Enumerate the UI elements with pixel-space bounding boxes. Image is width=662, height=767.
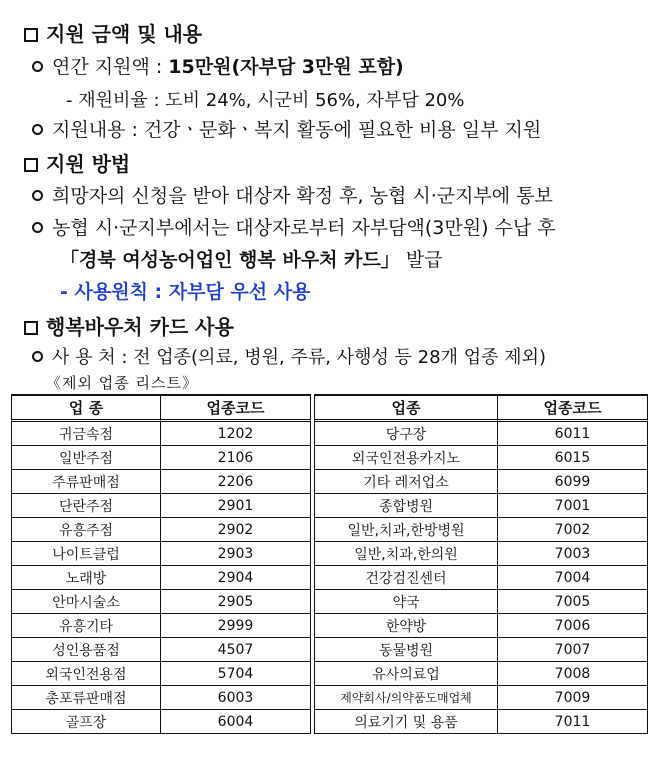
code-cell: 2206 — [161, 470, 311, 494]
code-cell: 2106 — [161, 446, 311, 470]
code-cell: 7005 — [498, 590, 648, 614]
code-cell: 6003 — [161, 686, 311, 710]
code-cell: 6099 — [498, 470, 648, 494]
circle-bullet-icon — [32, 124, 43, 135]
business-cell: 일반,치과,한방병원 — [315, 518, 498, 542]
checkbox-square-icon — [24, 28, 38, 42]
checkbox-square-icon — [24, 158, 38, 172]
circle-bullet-icon — [32, 351, 43, 362]
code-cell: 7008 — [498, 662, 648, 686]
section-heading-usage: 행복바우처 카드 사용 — [24, 311, 234, 340]
table-row — [11, 542, 648, 566]
code-cell: 7007 — [498, 638, 648, 662]
code-cell: 6015 — [498, 446, 648, 470]
business-cell: 당구장 — [315, 422, 498, 446]
business-cell: 총포류판매점 — [11, 686, 161, 710]
code-cell: 2904 — [161, 566, 311, 590]
business-cell: 의료기기 및 용품 — [315, 710, 498, 734]
annual-amount-line — [32, 52, 404, 79]
code-cell: 6011 — [498, 422, 648, 446]
code-cell: 7004 — [498, 566, 648, 590]
code-cell: 1202 — [161, 422, 311, 446]
business-cell: 성인용품점 — [11, 638, 161, 662]
business-cell: 유흥주점 — [11, 518, 161, 542]
business-cell: 일반주점 — [11, 446, 161, 470]
header-business: 업종 — [315, 394, 498, 422]
table-row — [11, 590, 648, 614]
table-row — [11, 518, 648, 542]
table-header-row — [11, 394, 648, 422]
method-item-2-continued: 「경북 여성농어업인 행복 바우처 카드」 발급 — [60, 249, 443, 271]
annual-label: 연간 지원액 : — [52, 56, 169, 78]
business-cell: 기타 레저업소 — [315, 470, 498, 494]
table-row — [11, 566, 648, 590]
method-item-2: 농협 시·군지부에서는 대상자로부터 자부담액(3만원) 수납 후 — [32, 213, 556, 240]
business-cell: 외국인전용점 — [11, 662, 161, 686]
funding-ratio-line: - 재원비율 : 도비 24%, 시군비 56%, 자부담 20% — [66, 90, 465, 111]
code-cell: 2901 — [161, 494, 311, 518]
code-cell: 7003 — [498, 542, 648, 566]
business-cell: 골프장 — [11, 710, 161, 734]
method-item-1: 희망자의 신청을 받아 대상자 확정 후, 농협 시·군지부에 통보 — [32, 181, 553, 208]
code-cell: 7002 — [498, 518, 648, 542]
annual-value: 15만원(자부담 3만원 포함) — [168, 56, 404, 78]
business-cell: 약국 — [315, 590, 498, 614]
header-code: 업종코드 — [161, 394, 311, 422]
business-cell: 동물병원 — [315, 638, 498, 662]
table-row — [11, 638, 648, 662]
excluded-business-table — [11, 394, 648, 734]
code-cell: 6004 — [161, 710, 311, 734]
business-cell: 단란주점 — [11, 494, 161, 518]
support-content-line: 지원내용 : 건강ㆍ문화ㆍ복지 활동에 필요한 비용 일부 지원 — [32, 115, 541, 142]
table-row — [11, 686, 648, 710]
business-cell: 귀금속점 — [11, 422, 161, 446]
circle-bullet-icon — [32, 61, 43, 72]
circle-bullet-icon — [32, 190, 43, 201]
business-cell: 주류판매점 — [11, 470, 161, 494]
header-code: 업종코드 — [498, 394, 648, 422]
section-heading-amount: 지원 금액 및 내용 — [24, 18, 202, 47]
business-cell: 유사의료업 — [315, 662, 498, 686]
circle-bullet-icon — [32, 222, 43, 233]
business-cell: 제약회사/의약품도매업체 — [315, 686, 498, 710]
section-heading-method: 지원 방법 — [24, 148, 130, 177]
table-row — [11, 446, 648, 470]
table-row — [11, 710, 648, 734]
business-cell: 종합병원 — [315, 494, 498, 518]
code-cell: 7001 — [498, 494, 648, 518]
usage-place-line: 사 용 처 : 전 업종(의료, 병원, 주류, 사행성 등 28개 업종 제외) — [32, 343, 546, 369]
business-cell: 건강검진센터 — [315, 566, 498, 590]
code-cell: 5704 — [161, 662, 311, 686]
card-name: 「경북 여성농어업인 행복 바우처 카드」 — [60, 249, 400, 271]
code-cell: 2999 — [161, 614, 311, 638]
usage-principle: - 사용원칙 : 자부담 우선 사용 — [60, 281, 311, 303]
business-cell: 일반,치과,한의원 — [315, 542, 498, 566]
code-cell: 4507 — [161, 638, 311, 662]
table-row — [11, 494, 648, 518]
code-cell: 2902 — [161, 518, 311, 542]
code-cell: 2903 — [161, 542, 311, 566]
business-cell: 유흥기타 — [11, 614, 161, 638]
code-cell: 2905 — [161, 590, 311, 614]
table-row — [11, 662, 648, 686]
table-row — [11, 614, 648, 638]
table-row — [11, 470, 648, 494]
code-cell: 7006 — [498, 614, 648, 638]
code-cell: 7009 — [498, 686, 648, 710]
business-cell: 노래방 — [11, 566, 161, 590]
business-cell: 외국인전용카지노 — [315, 446, 498, 470]
excluded-list-title: 《제외 업종 리스트》 — [46, 374, 198, 392]
header-business: 업 종 — [11, 394, 161, 422]
checkbox-square-icon — [24, 321, 38, 335]
business-cell: 한약방 — [315, 614, 498, 638]
business-cell: 안마시술소 — [11, 590, 161, 614]
code-cell: 7011 — [498, 710, 648, 734]
table-row — [11, 422, 648, 446]
business-cell: 나이트클럽 — [11, 542, 161, 566]
